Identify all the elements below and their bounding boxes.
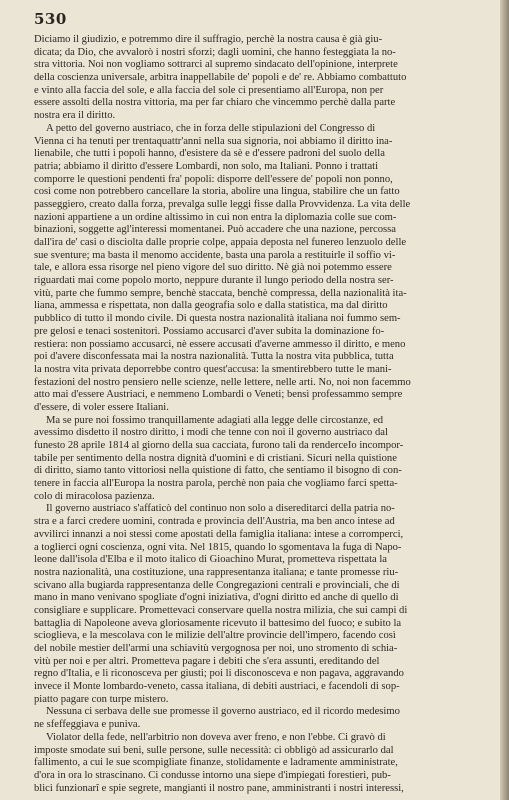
- text-line: tale, e allora essa risorge nel pieno vigore del suo diritto. Nè già noi potemmo essere: [34, 262, 392, 274]
- text-line: così come non potrebbero cancellare la storia, abolire una lingua, stabilire che un fatto: [34, 186, 400, 198]
- text-line: dall'ira de' casi o disciolta dalle proprie colpe, appaia deposta nel funereo lenzuolo delle: [34, 237, 407, 248]
- text-line: blici funzionarî e spie segrete, mangianti il nostro pane, amministranti i nostri interessi,: [34, 782, 404, 794]
- text-line: passeggiero, creato dalla forza, prevalga sulle leggi fisse dalla Provvidenza. La vita delle: [34, 198, 411, 210]
- text-line: A petto del governo austriaco, che in forza delle stipulazioni del Congresso di: [46, 122, 376, 134]
- text-line: pubblico di tutto il mondo civile. Di questa nostra nazionalità italiana noi fummo sem-: [34, 313, 401, 325]
- page-number: 530: [34, 10, 67, 28]
- text-line: stra e a farci credere uomini, contrada e provincia dell'Austria, ma ben anco intese ad: [34, 516, 395, 528]
- text-line: essere assolti della nostra vittoria, ma per far chiaro che vincemmo perchè dalla parte: [34, 97, 396, 109]
- text-line: battaglia di Napoleone aveva gloriosamente ricevuto il battesimo del fuoco; e subito la: [34, 617, 402, 629]
- text-line: pre gelosi e tenaci sostenitori. Possiamo accusarci d'aver subita la dominazione fo-: [34, 325, 385, 337]
- text-line: ne sfeffeggiava e puniva.: [34, 719, 141, 731]
- text-line: atto mai d'essere Austriaci, e nemmeno Lombardi o Veneti; bensì professammo sempre: [34, 389, 403, 401]
- text-line: poi d'avere disconfessata mai la nostra nazionalità. Tutta la nostra vita pubblica, tutta: [34, 351, 394, 363]
- text-line: liana, ammessa e rispettata, non dalla geografia solo e dalla statistica, ma dal diritto: [34, 300, 388, 312]
- text-line: della coscienza universale, arbitra inappellabile de' popoli e de' re. Abbiamo combattuto: [34, 72, 407, 84]
- text-line: Diciamo il giudizio, e potremmo dire il suffragio, perchè la nostra causa è già giu-: [34, 34, 383, 45]
- text-line: avessimo disdetto il nostro diritto, i modi che tenne con noi il governo austriaco dal: [34, 427, 388, 439]
- text-line: riguardati mai come popolo morto, neppure durante il lungo periodo della nostra ser-: [34, 275, 394, 287]
- text-line: di diritto, siamo tanto vittoriosi nella quistione di fatto, che sentiamo il bisogno di con-: [34, 465, 402, 477]
- text-line: colo di miracolosa pazienza.: [34, 490, 155, 502]
- text-line: fallimento, a cui le sue scompigliate finanze, stolidamente e ladramente amministrate,: [34, 757, 398, 769]
- text-line: tenere in faccia all'Europa la nostra parola, perchè non paia che vogliamo farci spetta-: [34, 478, 398, 490]
- text-line: e vinto alla faccia del sole, e alla faccia del sole ci presentiamo all'Europa, non per: [34, 84, 384, 96]
- text-line: stra vittoria. Noi non vogliamo sottrarci al supremo sindacato dell'opinione, interprete: [34, 59, 398, 71]
- text-line: consigliare e supplicare. Promettevaci conservare quella nostra milizia, che sui campi di: [34, 604, 408, 616]
- text-line: lienabile, che tutti i popoli hanno, d'esistere da sè e d'essere padroni del suolo della: [34, 148, 385, 160]
- text-line: nazioni appartiene a un ordine altissimo in cui non entra la diplomazia colle sue com-: [34, 211, 397, 223]
- text-line: Nessuna ci serbava delle sue promesse il governo austriaco, ed il ricordo medesimo: [46, 706, 400, 718]
- text-line: patria; abbiamo il diritto d'essere Lombardi, non solo, ma Italiani. Ponno i trattati: [34, 160, 379, 172]
- text-line: restiera: non possiamo accusarci, nè essere accusati d'averne ammesso il diritto, e meno: [34, 338, 406, 350]
- text-line: regno d'Italia, e li riconosceva per giusti; poi li disconosceva e non pagava, aggravando: [34, 668, 404, 680]
- text-line: binazioni, soggette agl'interessi momentanei. Può accadere che una nazione, percossa: [34, 224, 396, 236]
- text-line: sue sventure; ma basta il menomo accidente, basta una parola a restituirle il soffio vi-: [34, 249, 396, 261]
- text-line: festazioni del nostro pensiero nelle scienze, nelle lettere, nelle arti. No, noi non facemmo: [34, 376, 411, 388]
- text-line: imposte smodate sui beni, sulle persone, sulle necessità: ci obbligò ad assicurarlo dal: [34, 744, 394, 756]
- text-line: invece il Monte lombardo-veneto, cassa italiana, di debiti austriaci, e facendoli di sop-: [34, 681, 400, 693]
- text-line: Il governo austriaco s'affaticò del continuo non solo a disereditarci della patria no-: [46, 503, 395, 515]
- text-line: nostra era il diritto.: [34, 110, 116, 122]
- text-line: Ma se pure noi fossimo tranquillamente adagiati alla legge delle circostanze, ed: [46, 414, 384, 426]
- text-line: la nostra vita privata deporrebbe contro quest'accusa: la smentirebbero tutte le mani-: [34, 363, 392, 375]
- text-line: vitù per noi e per altri. Prometteva pagare i debiti che s'era assunti, ereditando del: [34, 655, 380, 667]
- text-line: dicata; da Dio, che avvalorò i nostri sforzi; dagli uomini, che hanno festeggiata la no-: [34, 46, 396, 58]
- text-line: scioglieva, e la mescolava con le milizie dell'altre provincie dell'impero, facendo così: [34, 630, 396, 642]
- text-line: del nobile mestier dell'armi una schiavitù vergognosa per noi, uno stromento di schia-: [34, 643, 398, 654]
- text-line: piatto pagare con turpe mistero.: [34, 693, 169, 705]
- text-line: vitù, parte che fummo sempre, benchè staccata, benchè compressa, della nazionalità ita-: [34, 287, 407, 299]
- text-line: comporre le questioni pendenti fra' popoli: disporre dell'essere de' popoli non ponno,: [34, 173, 393, 185]
- text-line: Violator della fede, nell'arbitrio non doveva aver freno, e non l'ebbe. Ci gravò di: [46, 731, 386, 743]
- text-line: leone dall'isola d'Elba e il moto italico di Gioachino Murat, prometteva rispettata la: [34, 554, 388, 566]
- text-line: a toglierci ogni coscienza, ogni vita. Nel 1815, quando lo sgomentava la fuga di Napo-: [34, 541, 402, 553]
- body-text: [34, 34, 498, 795]
- text-line: d'essere, di voler essere Italiani.: [34, 401, 169, 413]
- page-spine-shadow: [500, 0, 509, 800]
- text-line: Vienna ci ha tenuti per trentaquattr'anni nella sua signoria, noi abbiamo il diritto ina-: [34, 135, 393, 147]
- text-line: d'ora in ora lo strascinano. Ci condusse intorno una siepe d'impiegati forestieri, pub-: [34, 769, 391, 781]
- text-line: funesto 28 aprile 1814 al giorno della sua cacciata, furono tali da renderceIo incompor-: [34, 440, 404, 451]
- text-line: tabile per sentimento della nostra dignità d'uomini e di cristiani. Sicuri nella quistione: [34, 452, 397, 464]
- text-line: avvilirci innanzi a noi stessi come apostati della famiglia italiana: intese a corromperci,: [34, 528, 404, 540]
- text-line: mano in mano venivano spogliate d'ogni iniziativa, d'ogni diritto ed anche di quello di: [34, 592, 399, 604]
- text-line: scivano alla bugiarda rappresentanza delle Congregazioni centrali e provinciali, che di: [34, 579, 400, 591]
- text-line: nostra nazionalità, una costituzione, una rappresentanza italiana; e tante promesse riu-: [34, 566, 399, 578]
